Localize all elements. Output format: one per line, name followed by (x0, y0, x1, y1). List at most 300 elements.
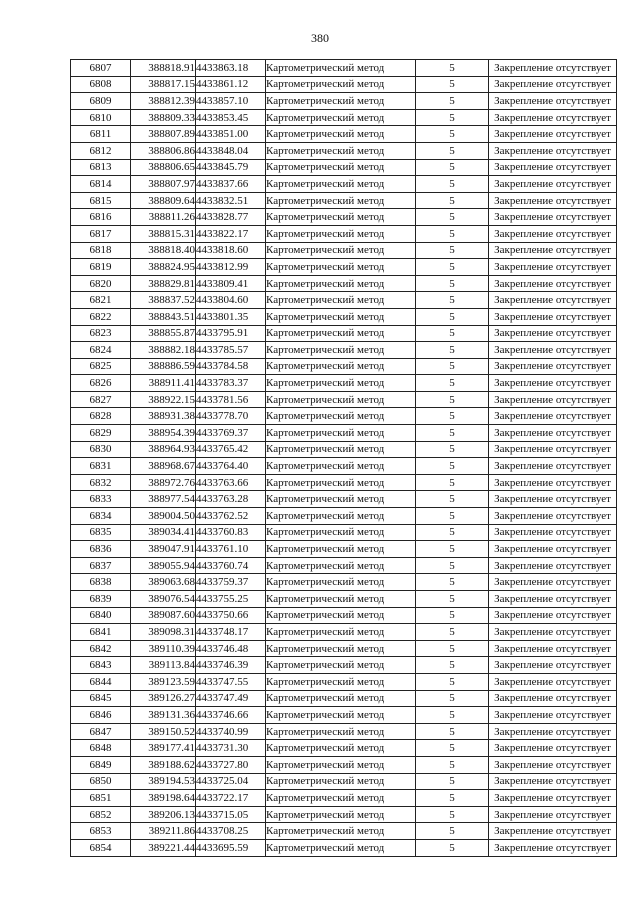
method-cell: Картометрический метод (266, 657, 416, 674)
y-coordinate-cell: 4433822.17 (196, 225, 266, 242)
x-coordinate-cell: 388807.89 (131, 126, 196, 143)
point-number-cell: 6842 (71, 640, 131, 657)
accuracy-cell: 5 (416, 391, 489, 408)
method-cell: Картометрический метод (266, 126, 416, 143)
method-cell: Картометрический метод (266, 790, 416, 807)
fixing-cell: Закрепление отсутствует (489, 126, 617, 143)
y-coordinate-cell: 4433725.04 (196, 773, 266, 790)
method-cell: Картометрический метод (266, 557, 416, 574)
accuracy-cell: 5 (416, 624, 489, 641)
method-cell: Картометрический метод (266, 541, 416, 558)
fixing-cell: Закрепление отсутствует (489, 640, 617, 657)
point-number-cell: 6815 (71, 192, 131, 209)
y-coordinate-cell: 4433760.74 (196, 557, 266, 574)
x-coordinate-cell: 389150.52 (131, 723, 196, 740)
x-coordinate-cell: 388855.87 (131, 325, 196, 342)
y-coordinate-cell: 4433722.17 (196, 790, 266, 807)
table-row (71, 707, 617, 724)
fixing-cell: Закрепление отсутствует (489, 740, 617, 757)
accuracy-cell: 5 (416, 242, 489, 259)
table-row (71, 773, 617, 790)
y-coordinate-cell: 4433832.51 (196, 192, 266, 209)
method-cell: Картометрический метод (266, 806, 416, 823)
y-coordinate-cell: 4433695.59 (196, 839, 266, 856)
y-coordinate-cell: 4433785.57 (196, 342, 266, 359)
x-coordinate-cell: 388964.93 (131, 441, 196, 458)
point-number-cell: 6811 (71, 126, 131, 143)
accuracy-cell: 5 (416, 192, 489, 209)
fixing-cell: Закрепление отсутствует (489, 458, 617, 475)
fixing-cell: Закрепление отсутствует (489, 391, 617, 408)
point-number-cell: 6808 (71, 76, 131, 93)
method-cell: Картометрический метод (266, 723, 416, 740)
accuracy-cell: 5 (416, 790, 489, 807)
point-number-cell: 6833 (71, 491, 131, 508)
method-cell: Картометрический метод (266, 76, 416, 93)
x-coordinate-cell: 389034.41 (131, 524, 196, 541)
y-coordinate-cell: 4433746.39 (196, 657, 266, 674)
y-coordinate-cell: 4433778.70 (196, 408, 266, 425)
x-coordinate-cell: 389123.59 (131, 673, 196, 690)
y-coordinate-cell: 4433809.41 (196, 275, 266, 292)
accuracy-cell: 5 (416, 109, 489, 126)
point-number-cell: 6836 (71, 541, 131, 558)
table-row (71, 159, 617, 176)
accuracy-cell: 5 (416, 673, 489, 690)
point-number-cell: 6810 (71, 109, 131, 126)
point-number-cell: 6816 (71, 209, 131, 226)
point-number-cell: 6843 (71, 657, 131, 674)
fixing-cell: Закрепление отсутствует (489, 541, 617, 558)
x-coordinate-cell: 389198.64 (131, 790, 196, 807)
fixing-cell: Закрепление отсутствует (489, 657, 617, 674)
point-number-cell: 6834 (71, 508, 131, 525)
table-row (71, 275, 617, 292)
y-coordinate-cell: 4433708.25 (196, 823, 266, 840)
accuracy-cell: 5 (416, 259, 489, 276)
method-cell: Картометрический метод (266, 839, 416, 856)
point-number-cell: 6837 (71, 557, 131, 574)
y-coordinate-cell: 4433845.79 (196, 159, 266, 176)
y-coordinate-cell: 4433828.77 (196, 209, 266, 226)
table-row (71, 740, 617, 757)
x-coordinate-cell: 388977.54 (131, 491, 196, 508)
fixing-cell: Закрепление отсутствует (489, 607, 617, 624)
method-cell: Картометрический метод (266, 93, 416, 110)
point-number-cell: 6849 (71, 756, 131, 773)
method-cell: Картометрический метод (266, 176, 416, 193)
accuracy-cell: 5 (416, 723, 489, 740)
x-coordinate-cell: 388843.51 (131, 308, 196, 325)
y-coordinate-cell: 4433746.48 (196, 640, 266, 657)
table-row (71, 673, 617, 690)
fixing-cell: Закрепление отсутствует (489, 325, 617, 342)
accuracy-cell: 5 (416, 441, 489, 458)
accuracy-cell: 5 (416, 209, 489, 226)
method-cell: Картометрический метод (266, 640, 416, 657)
x-coordinate-cell: 388818.40 (131, 242, 196, 259)
fixing-cell: Закрепление отсутствует (489, 93, 617, 110)
x-coordinate-cell: 388954.39 (131, 425, 196, 442)
table-row (71, 308, 617, 325)
fixing-cell: Закрепление отсутствует (489, 142, 617, 159)
table-row (71, 541, 617, 558)
point-number-cell: 6813 (71, 159, 131, 176)
accuracy-cell: 5 (416, 126, 489, 143)
x-coordinate-cell: 389194.53 (131, 773, 196, 790)
fixing-cell: Закрепление отсутствует (489, 574, 617, 591)
y-coordinate-cell: 4433763.66 (196, 474, 266, 491)
coordinates-table-body (71, 60, 617, 857)
x-coordinate-cell: 388809.64 (131, 192, 196, 209)
fixing-cell: Закрепление отсутствует (489, 707, 617, 724)
x-coordinate-cell: 389047.91 (131, 541, 196, 558)
table-row (71, 574, 617, 591)
y-coordinate-cell: 4433747.49 (196, 690, 266, 707)
y-coordinate-cell: 4433727.80 (196, 756, 266, 773)
fixing-cell: Закрепление отсутствует (489, 375, 617, 392)
x-coordinate-cell: 389177.41 (131, 740, 196, 757)
x-coordinate-cell: 389098.31 (131, 624, 196, 641)
y-coordinate-cell: 4433853.45 (196, 109, 266, 126)
method-cell: Картометрический метод (266, 474, 416, 491)
method-cell: Картометрический метод (266, 325, 416, 342)
method-cell: Картометрический метод (266, 458, 416, 475)
table-row (71, 358, 617, 375)
method-cell: Картометрический метод (266, 391, 416, 408)
accuracy-cell: 5 (416, 375, 489, 392)
x-coordinate-cell: 389206.13 (131, 806, 196, 823)
x-coordinate-cell: 388922.15 (131, 391, 196, 408)
fixing-cell: Закрепление отсутствует (489, 756, 617, 773)
y-coordinate-cell: 4433761.10 (196, 541, 266, 558)
accuracy-cell: 5 (416, 292, 489, 309)
point-number-cell: 6841 (71, 624, 131, 641)
y-coordinate-cell: 4433801.35 (196, 308, 266, 325)
y-coordinate-cell: 4433762.52 (196, 508, 266, 525)
fixing-cell: Закрепление отсутствует (489, 342, 617, 359)
x-coordinate-cell: 388812.39 (131, 93, 196, 110)
y-coordinate-cell: 4433731.30 (196, 740, 266, 757)
accuracy-cell: 5 (416, 524, 489, 541)
y-coordinate-cell: 4433783.37 (196, 375, 266, 392)
y-coordinate-cell: 4433764.40 (196, 458, 266, 475)
method-cell: Картометрический метод (266, 756, 416, 773)
method-cell: Картометрический метод (266, 591, 416, 608)
method-cell: Картометрический метод (266, 690, 416, 707)
method-cell: Картометрический метод (266, 707, 416, 724)
point-number-cell: 6854 (71, 839, 131, 856)
point-number-cell: 6822 (71, 308, 131, 325)
point-number-cell: 6809 (71, 93, 131, 110)
method-cell: Картометрический метод (266, 142, 416, 159)
method-cell: Картометрический метод (266, 209, 416, 226)
table-row (71, 109, 617, 126)
x-coordinate-cell: 388811.26 (131, 209, 196, 226)
y-coordinate-cell: 4433795.91 (196, 325, 266, 342)
fixing-cell: Закрепление отсутствует (489, 76, 617, 93)
y-coordinate-cell: 4433760.83 (196, 524, 266, 541)
x-coordinate-cell: 388818.91 (131, 60, 196, 77)
accuracy-cell: 5 (416, 308, 489, 325)
page-number: 380 (311, 31, 329, 45)
method-cell: Картометрический метод (266, 491, 416, 508)
y-coordinate-cell: 4433848.04 (196, 142, 266, 159)
y-coordinate-cell: 4433759.37 (196, 574, 266, 591)
x-coordinate-cell: 389211.86 (131, 823, 196, 840)
fixing-cell: Закрепление отсутствует (489, 109, 617, 126)
point-number-cell: 6829 (71, 425, 131, 442)
x-coordinate-cell: 388807.97 (131, 176, 196, 193)
x-coordinate-cell: 388806.86 (131, 142, 196, 159)
fixing-cell: Закрепление отсутствует (489, 292, 617, 309)
accuracy-cell: 5 (416, 491, 489, 508)
accuracy-cell: 5 (416, 557, 489, 574)
accuracy-cell: 5 (416, 275, 489, 292)
accuracy-cell: 5 (416, 640, 489, 657)
method-cell: Картометрический метод (266, 109, 416, 126)
x-coordinate-cell: 389063.68 (131, 574, 196, 591)
accuracy-cell: 5 (416, 458, 489, 475)
table-row (71, 325, 617, 342)
x-coordinate-cell: 388817.15 (131, 76, 196, 93)
y-coordinate-cell: 4433763.28 (196, 491, 266, 508)
fixing-cell: Закрепление отсутствует (489, 491, 617, 508)
table-row (71, 524, 617, 541)
y-coordinate-cell: 4433781.56 (196, 391, 266, 408)
table-row (71, 806, 617, 823)
table-row (71, 209, 617, 226)
fixing-cell: Закрепление отсутствует (489, 806, 617, 823)
accuracy-cell: 5 (416, 508, 489, 525)
fixing-cell: Закрепление отсутствует (489, 176, 617, 193)
method-cell: Картометрический метод (266, 823, 416, 840)
accuracy-cell: 5 (416, 756, 489, 773)
fixing-cell: Закрепление отсутствует (489, 624, 617, 641)
x-coordinate-cell: 389004.50 (131, 508, 196, 525)
x-coordinate-cell: 389188.62 (131, 756, 196, 773)
y-coordinate-cell: 4433861.12 (196, 76, 266, 93)
point-number-cell: 6848 (71, 740, 131, 757)
point-number-cell: 6850 (71, 773, 131, 790)
point-number-cell: 6830 (71, 441, 131, 458)
accuracy-cell: 5 (416, 408, 489, 425)
x-coordinate-cell: 388972.76 (131, 474, 196, 491)
table-row (71, 126, 617, 143)
method-cell: Картометрический метод (266, 225, 416, 242)
method-cell: Картометрический метод (266, 275, 416, 292)
fixing-cell: Закрепление отсутствует (489, 358, 617, 375)
accuracy-cell: 5 (416, 342, 489, 359)
table-row (71, 640, 617, 657)
fixing-cell: Закрепление отсутствует (489, 308, 617, 325)
accuracy-cell: 5 (416, 159, 489, 176)
method-cell: Картометрический метод (266, 673, 416, 690)
table-row (71, 690, 617, 707)
x-coordinate-cell: 388968.67 (131, 458, 196, 475)
x-coordinate-cell: 388806.65 (131, 159, 196, 176)
table-row (71, 192, 617, 209)
method-cell: Картометрический метод (266, 342, 416, 359)
method-cell: Картометрический метод (266, 192, 416, 209)
accuracy-cell: 5 (416, 806, 489, 823)
x-coordinate-cell: 388886.59 (131, 358, 196, 375)
y-coordinate-cell: 4433746.66 (196, 707, 266, 724)
accuracy-cell: 5 (416, 574, 489, 591)
table-row (71, 657, 617, 674)
method-cell: Картометрический метод (266, 425, 416, 442)
fixing-cell: Закрепление отсутствует (489, 159, 617, 176)
accuracy-cell: 5 (416, 325, 489, 342)
x-coordinate-cell: 389110.39 (131, 640, 196, 657)
table-row (71, 225, 617, 242)
y-coordinate-cell: 4433863.18 (196, 60, 266, 77)
fixing-cell: Закрепление отсутствует (489, 723, 617, 740)
y-coordinate-cell: 4433851.00 (196, 126, 266, 143)
fixing-cell: Закрепление отсутствует (489, 225, 617, 242)
accuracy-cell: 5 (416, 176, 489, 193)
accuracy-cell: 5 (416, 773, 489, 790)
x-coordinate-cell: 388931.38 (131, 408, 196, 425)
table-row (71, 790, 617, 807)
method-cell: Картометрический метод (266, 508, 416, 525)
fixing-cell: Закрепление отсутствует (489, 591, 617, 608)
accuracy-cell: 5 (416, 93, 489, 110)
method-cell: Картометрический метод (266, 308, 416, 325)
x-coordinate-cell: 388829.81 (131, 275, 196, 292)
fixing-cell: Закрепление отсутствует (489, 557, 617, 574)
method-cell: Картометрический метод (266, 607, 416, 624)
fixing-cell: Закрепление отсутствует (489, 275, 617, 292)
y-coordinate-cell: 4433755.25 (196, 591, 266, 608)
fixing-cell: Закрепление отсутствует (489, 425, 617, 442)
x-coordinate-cell: 388911.41 (131, 375, 196, 392)
point-number-cell: 6820 (71, 275, 131, 292)
point-number-cell: 6821 (71, 292, 131, 309)
point-number-cell: 6851 (71, 790, 131, 807)
fixing-cell: Закрепление отсутствует (489, 508, 617, 525)
table-row (71, 823, 617, 840)
point-number-cell: 6825 (71, 358, 131, 375)
point-number-cell: 6839 (71, 591, 131, 608)
fixing-cell: Закрепление отсутствует (489, 209, 617, 226)
accuracy-cell: 5 (416, 225, 489, 242)
point-number-cell: 6845 (71, 690, 131, 707)
accuracy-cell: 5 (416, 425, 489, 442)
table-row (71, 176, 617, 193)
method-cell: Картометрический метод (266, 524, 416, 541)
accuracy-cell: 5 (416, 690, 489, 707)
table-row (71, 839, 617, 856)
table-row (71, 591, 617, 608)
method-cell: Картометрический метод (266, 624, 416, 641)
accuracy-cell: 5 (416, 76, 489, 93)
x-coordinate-cell: 389113.84 (131, 657, 196, 674)
point-number-cell: 6838 (71, 574, 131, 591)
accuracy-cell: 5 (416, 142, 489, 159)
table-row (71, 458, 617, 475)
table-row (71, 342, 617, 359)
fixing-cell: Закрепление отсутствует (489, 823, 617, 840)
point-number-cell: 6835 (71, 524, 131, 541)
fixing-cell: Закрепление отсутствует (489, 790, 617, 807)
x-coordinate-cell: 389131.36 (131, 707, 196, 724)
method-cell: Картометрический метод (266, 159, 416, 176)
method-cell: Картометрический метод (266, 441, 416, 458)
table-row (71, 607, 617, 624)
x-coordinate-cell: 389221.44 (131, 839, 196, 856)
point-number-cell: 6832 (71, 474, 131, 491)
y-coordinate-cell: 4433804.60 (196, 292, 266, 309)
y-coordinate-cell: 4433715.05 (196, 806, 266, 823)
fixing-cell: Закрепление отсутствует (489, 773, 617, 790)
fixing-cell: Закрепление отсутствует (489, 60, 617, 77)
point-number-cell: 6814 (71, 176, 131, 193)
table-row (71, 76, 617, 93)
method-cell: Картометрический метод (266, 773, 416, 790)
fixing-cell: Закрепление отсутствует (489, 524, 617, 541)
table-row (71, 242, 617, 259)
table-row (71, 474, 617, 491)
accuracy-cell: 5 (416, 740, 489, 757)
y-coordinate-cell: 4433784.58 (196, 358, 266, 375)
y-coordinate-cell: 4433747.55 (196, 673, 266, 690)
method-cell: Картометрический метод (266, 242, 416, 259)
table-row (71, 441, 617, 458)
point-number-cell: 6812 (71, 142, 131, 159)
accuracy-cell: 5 (416, 839, 489, 856)
fixing-cell: Закрепление отсутствует (489, 242, 617, 259)
method-cell: Картометрический метод (266, 408, 416, 425)
table-row (71, 142, 617, 159)
method-cell: Картометрический метод (266, 574, 416, 591)
table-row (71, 756, 617, 773)
x-coordinate-cell: 389076.54 (131, 591, 196, 608)
fixing-cell: Закрепление отсутствует (489, 259, 617, 276)
method-cell: Картометрический метод (266, 358, 416, 375)
fixing-cell: Закрепление отсутствует (489, 441, 617, 458)
coordinates-table (70, 59, 617, 857)
point-number-cell: 6847 (71, 723, 131, 740)
fixing-cell: Закрепление отсутствует (489, 673, 617, 690)
point-number-cell: 6846 (71, 707, 131, 724)
y-coordinate-cell: 4433750.66 (196, 607, 266, 624)
fixing-cell: Закрепление отсутствует (489, 690, 617, 707)
point-number-cell: 6824 (71, 342, 131, 359)
y-coordinate-cell: 4433818.60 (196, 242, 266, 259)
accuracy-cell: 5 (416, 60, 489, 77)
point-number-cell: 6853 (71, 823, 131, 840)
x-coordinate-cell: 388809.33 (131, 109, 196, 126)
accuracy-cell: 5 (416, 591, 489, 608)
table-row (71, 723, 617, 740)
y-coordinate-cell: 4433740.99 (196, 723, 266, 740)
fixing-cell: Закрепление отсутствует (489, 474, 617, 491)
point-number-cell: 6852 (71, 806, 131, 823)
point-number-cell: 6827 (71, 391, 131, 408)
point-number-cell: 6831 (71, 458, 131, 475)
method-cell: Картометрический метод (266, 60, 416, 77)
accuracy-cell: 5 (416, 823, 489, 840)
table-row (71, 93, 617, 110)
fixing-cell: Закрепление отсутствует (489, 839, 617, 856)
point-number-cell: 6826 (71, 375, 131, 392)
fixing-cell: Закрепление отсутствует (489, 192, 617, 209)
point-number-cell: 6818 (71, 242, 131, 259)
method-cell: Картометрический метод (266, 259, 416, 276)
x-coordinate-cell: 388837.52 (131, 292, 196, 309)
y-coordinate-cell: 4433765.42 (196, 441, 266, 458)
